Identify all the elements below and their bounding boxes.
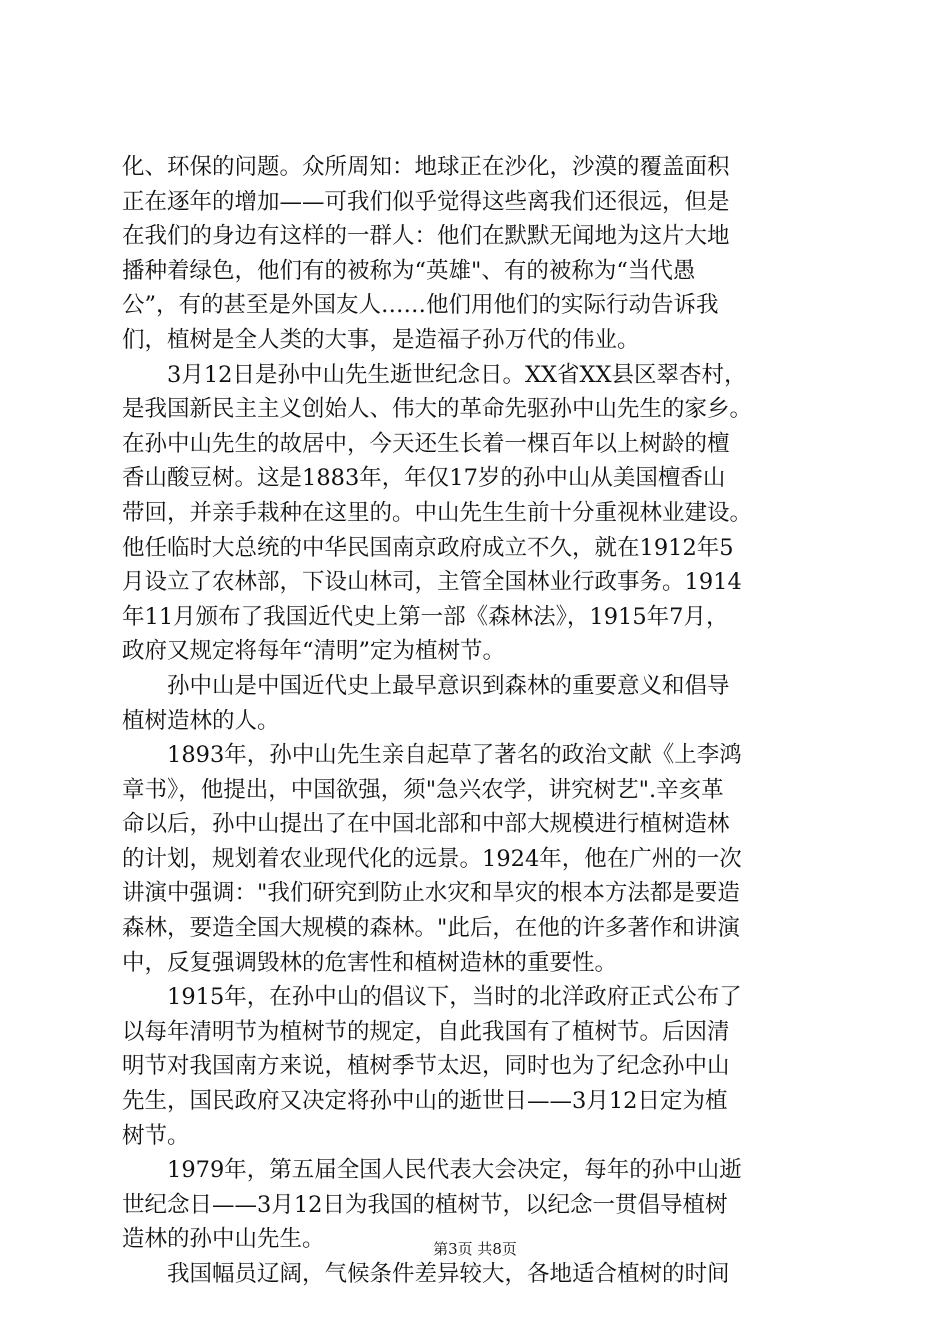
text-line: 明节对我国南方来说，植树季节太迟，同时也为了纪念孙中山 — [122, 1053, 730, 1080]
body-text — [122, 150, 840, 1292]
text-line: 植树造林的人。 — [122, 707, 280, 734]
text-line: 先生，国民政府又决定将孙中山的逝世日——3月12日定为植 — [122, 1088, 728, 1115]
text-line: 讲演中强调："我们研究到防止水灾和旱灾的根本方法都是要造 — [122, 880, 740, 907]
text-line: 播种着绿色，他们有的被称为“英雄"、有的被称为“当代愚 — [122, 257, 696, 284]
text-line: 年11月颁布了我国近代史上第一部《森林法》，1915年7月， — [122, 603, 729, 630]
text-line: 公”，有的甚至是外国友人……他们用他们的实际行动告诉我 — [122, 292, 719, 319]
text-line: 在孙中山先生的故居中，今天还生长着一棵百年以上树龄的檀 — [122, 430, 730, 457]
text-line: 命以后，孙中山提出了在中国北部和中部大规模进行植树造林 — [122, 811, 730, 838]
text-line: 政府又规定将每年“清明”定为植树节。 — [122, 638, 506, 665]
text-line: 们，植树是全人类的大事，是造福子孙万代的伟业。 — [122, 326, 640, 353]
text-line: 月设立了农林部，下设山林司，主管全国林业行政事务。1914 — [122, 569, 742, 596]
text-line: 世纪念日——3月12日为我国的植树节，以纪念一贯倡导植树 — [122, 1191, 728, 1218]
text-line: 化、环保的问题。众所周知：地球正在沙化，沙漠的覆盖面积 — [122, 154, 730, 180]
text-line: 香山酸豆树。这是1883年，年仅17岁的孙中山从美国檀香山 — [122, 465, 726, 492]
text-line: 3月12日是孙中山先生逝世纪念日。XX省XX县区翠杏村， — [122, 361, 747, 388]
text-line: 在我们的身边有这样的一群人：他们在默默无闻地为这片大地 — [122, 223, 730, 250]
text-line: 正在逐年的增加——可我们似乎觉得这些离我们还很远，但是 — [122, 188, 730, 215]
text-line: 他任临时大总统的中华民国南京政府成立不久，就在1912年5 — [122, 534, 734, 561]
text-line: 1893年，孙中山先生亲自起草了著名的政治文献《上李鸿 — [122, 742, 742, 769]
text-line: 树节。 — [122, 1122, 190, 1149]
text-line: 造林的孙中山先生。 — [122, 1226, 325, 1253]
text-line: 1979年，第五届全国人民代表大会决定，每年的孙中山逝 — [122, 1157, 742, 1184]
page-number-footer: 第3页 共8页 — [433, 1240, 517, 1258]
text-line: 中，反复强调毁林的危害性和植树造林的重要性。 — [122, 949, 618, 976]
text-line: 孙中山是中国近代史上最早意识到森林的重要意义和倡导 — [122, 672, 730, 699]
text-line: 森林，要造全国大规模的森林。"此后，在他的许多著作和讲演 — [122, 915, 740, 942]
text-line: 的计划，规划着农业现代化的远景。1924年，他在广州的一次 — [122, 845, 742, 872]
text-line: 带回，并亲手栽种在这里的。中山先生生前十分重视林业建设。 — [122, 499, 753, 526]
text-line: 以每年清明节为植树节的规定，自此我国有了植树节。后因清 — [122, 1018, 730, 1045]
text-line: 我国幅员辽阔，气候条件差异较大，各地适合植树的时间 — [122, 1261, 730, 1287]
text-line: 章书》，他提出，中国欲强，须"急兴农学，讲究树艺".辛亥革 — [122, 776, 724, 803]
text-line: 是我国新民主主义创始人、伟大的革命先驱孙中山先生的家乡。 — [122, 396, 753, 423]
text-line: 1915年，在孙中山的倡议下，当时的北洋政府正式公布了 — [122, 984, 742, 1011]
